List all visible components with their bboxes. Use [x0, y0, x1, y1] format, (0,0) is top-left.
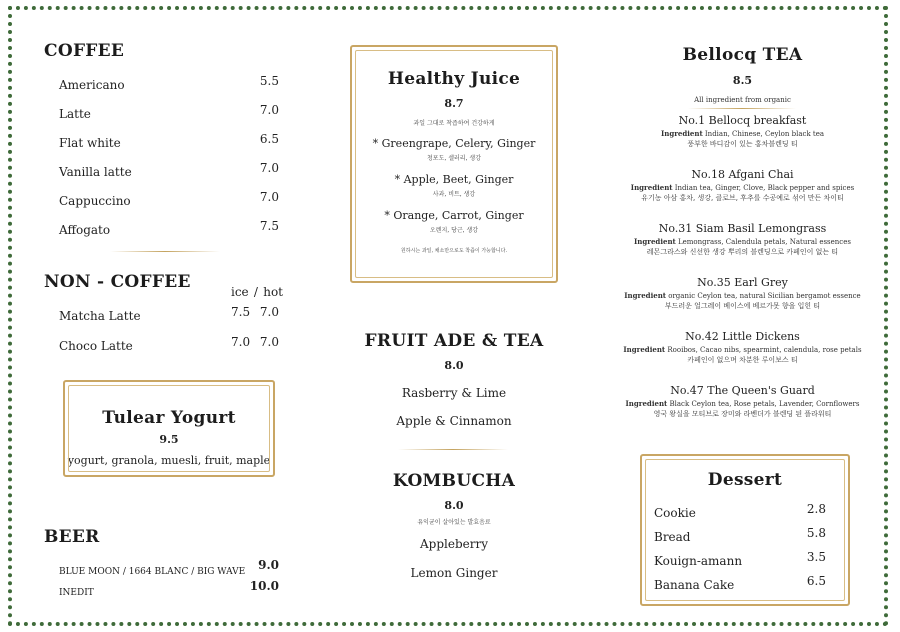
tea-ingredients: Lemongrass, Calendula petals, Natural essences — [678, 238, 851, 246]
item-name: Cookie — [654, 506, 696, 520]
tea-name: No.18 Afgani Chai — [691, 168, 794, 181]
list-item — [600, 222, 885, 276]
tea-ingredients: Rooibos, Cacao nibs, spearmint, calendula, rose petals — [667, 346, 862, 354]
divider — [688, 108, 796, 109]
beer-list — [59, 559, 285, 601]
tea-ko: 유기농 아삼 홍차, 생강, 클로브, 후추를 수공예로 섞어 만든 차이티 — [641, 194, 844, 202]
bullet: * — [394, 173, 401, 186]
divider — [398, 449, 508, 450]
non-coffee-title: NON - COFFEE — [44, 272, 191, 292]
item-name: Choco Latte — [59, 339, 133, 353]
coffee-list — [59, 74, 285, 248]
tea-title: Bellocq TEA — [682, 45, 803, 65]
item-name: INEDIT — [59, 588, 94, 598]
item-ko: 사과, 비트, 생강 — [432, 191, 476, 198]
tea-name: No.31 Siam Basil Lemongrass — [658, 222, 827, 235]
item-name: Matcha Latte — [59, 309, 141, 323]
bullet: * — [372, 137, 379, 150]
list-item — [654, 574, 826, 598]
list-item: Lemon Ginger — [410, 566, 498, 580]
item-price: 6.5 — [259, 132, 279, 146]
list-item: Appleberry — [419, 537, 488, 551]
item-price: 5.8 — [806, 526, 826, 540]
tea-ingredients: Indian, Chinese, Ceylon black tea — [704, 130, 825, 138]
list-item: Rasberry & Lime — [401, 386, 507, 400]
fruit-ade-section — [352, 331, 556, 428]
item-ko: 청포도, 셀러리, 생강 — [427, 155, 481, 162]
list-item — [654, 502, 826, 526]
ingredient-label: Ingredient — [623, 345, 666, 354]
tea-name: No.1 Bellocq breakfast — [678, 114, 807, 127]
kombucha-section — [352, 471, 556, 580]
ingredient-label: Ingredient — [630, 183, 673, 192]
item-ko: 오렌지, 당근, 생강 — [429, 227, 479, 234]
ice-price: 7.0 — [231, 335, 251, 349]
item-name: Greengrape, Celery, Ginger — [381, 137, 536, 150]
tea-ingredients: Indian tea, Ginger, Clove, Black pepper and spices — [674, 184, 855, 192]
list-item — [59, 335, 285, 365]
tea-ingredients: organic Ceylon tea, natural Sicilian bergamot essence — [668, 292, 861, 300]
item-price: 6.5 — [806, 574, 826, 588]
yogurt-title: Tulear Yogurt — [102, 408, 236, 428]
juice-list — [352, 137, 556, 245]
ingredient-label: Ingredient — [660, 129, 703, 138]
item-name: Vanilla latte — [59, 165, 132, 179]
dessert-title: Dessert — [707, 470, 783, 490]
tea-name: No.42 Little Dickens — [685, 330, 800, 343]
hot-label: hot — [263, 285, 283, 299]
tea-ko: 풍부한 바디감이 있는 홍차블렌딩 티 — [687, 140, 798, 148]
ice-price: 7.5 — [231, 305, 251, 319]
item-price: 9.0 — [258, 558, 279, 572]
slash: / — [253, 285, 258, 299]
list-item — [600, 276, 885, 330]
tea-name: No.35 Earl Grey — [697, 276, 788, 289]
item-price: 7.5 — [259, 219, 279, 233]
item-price: 3.5 — [806, 550, 826, 564]
bullet: * — [384, 209, 390, 222]
tea-ko: 영국 왕실을 모티브로 장미와 라벤더가 블렌딩 된 플라워티 — [653, 410, 832, 418]
coffee-title: COFFEE — [44, 41, 125, 61]
tea-list — [600, 114, 885, 438]
item-name: Americano — [59, 78, 125, 92]
tea-ko: 카페인이 없으며 차분한 루이보스 티 — [687, 356, 798, 364]
list-item — [600, 168, 885, 222]
list-item — [352, 209, 556, 245]
tea-ko: 부드러운 얼그레이 베이스에 베르가못 향을 입힌 티 — [664, 302, 821, 310]
item-price: 7.0 — [259, 103, 279, 117]
dessert-box — [640, 454, 850, 606]
item-name: Banana Cake — [654, 578, 735, 592]
dessert-list — [654, 502, 826, 598]
item-price: 5.5 — [259, 74, 279, 88]
fruit-ade-price: 8.0 — [444, 359, 464, 372]
ingredient-label: Ingredient — [625, 399, 668, 408]
yogurt-box — [63, 380, 275, 477]
list-item — [59, 305, 285, 335]
tea-section — [600, 45, 885, 104]
list-item — [600, 330, 885, 384]
juice-title: Healthy Juice — [387, 69, 521, 89]
list-item — [654, 526, 826, 550]
item-name: Kouign-amann — [654, 554, 743, 568]
item-name: Latte — [59, 107, 91, 121]
non-coffee-list — [59, 305, 285, 365]
item-name: Flat white — [59, 136, 121, 150]
list-item — [59, 219, 285, 248]
kombucha-subtitle: 유익균이 살아있는 발효음료 — [417, 519, 491, 526]
list-item — [352, 137, 556, 173]
item-name: Bread — [654, 530, 691, 544]
item-name: BLUE MOON / 1664 BLANC / BIG WAVE — [59, 567, 246, 577]
list-item — [59, 559, 285, 580]
yogurt-desc: yogurt, granola, muesli, fruit, maple — [67, 454, 271, 467]
list-item — [600, 384, 885, 438]
juice-note: 원하시는 과일, 채소만으로도 착즙이 가능합니다. — [400, 248, 508, 254]
list-item — [59, 132, 285, 161]
list-item — [600, 114, 885, 168]
beer-title: BEER — [44, 527, 100, 547]
list-item: Apple & Cinnamon — [396, 414, 512, 428]
hot-price: 7.0 — [259, 335, 279, 349]
list-item — [59, 161, 285, 190]
item-price: 7.0 — [259, 161, 279, 175]
yogurt-price: 9.5 — [159, 433, 179, 446]
list-item — [654, 550, 826, 574]
item-name: Orange, Carrot, Ginger — [393, 209, 524, 222]
list-item — [59, 103, 285, 132]
juice-subtitle: 과일 그대로 착즙하여 건강하게 — [413, 120, 495, 127]
list-item — [59, 74, 285, 103]
tea-ingredients: Black Ceylon tea, Rose petals, Lavender, Cornflowers — [669, 400, 860, 408]
list-item — [59, 190, 285, 219]
juice-box — [350, 45, 558, 283]
tea-subtitle: All ingredient from organic — [694, 96, 791, 104]
tea-price: 8.5 — [732, 74, 753, 87]
item-name: Apple, Beet, Ginger — [403, 173, 514, 186]
item-price: 2.8 — [806, 502, 826, 516]
kombucha-price: 8.0 — [444, 499, 464, 512]
item-name: Affogato — [59, 223, 111, 237]
tea-name: No.47 The Queen's Guard — [670, 384, 815, 397]
ice-label: ice — [231, 285, 249, 299]
divider — [110, 251, 220, 252]
kombucha-title: KOMBUCHA — [392, 471, 516, 491]
item-name: Cappuccino — [59, 194, 131, 208]
hot-price: 7.0 — [259, 305, 279, 319]
item-price: 7.0 — [259, 190, 279, 204]
list-item — [352, 173, 556, 209]
fruit-ade-title: FRUIT ADE & TEA — [364, 331, 544, 351]
ice-hot-header — [231, 285, 283, 299]
list-item — [59, 580, 285, 601]
juice-price: 8.7 — [444, 97, 464, 110]
item-price: 10.0 — [249, 579, 279, 593]
ingredient-label: Ingredient — [634, 237, 676, 246]
ingredient-label: Ingredient — [624, 291, 667, 300]
tea-ko: 레몬그라스와 신선한 생강 뿌리의 블렌딩으로 카페인이 없는 티 — [646, 248, 839, 256]
